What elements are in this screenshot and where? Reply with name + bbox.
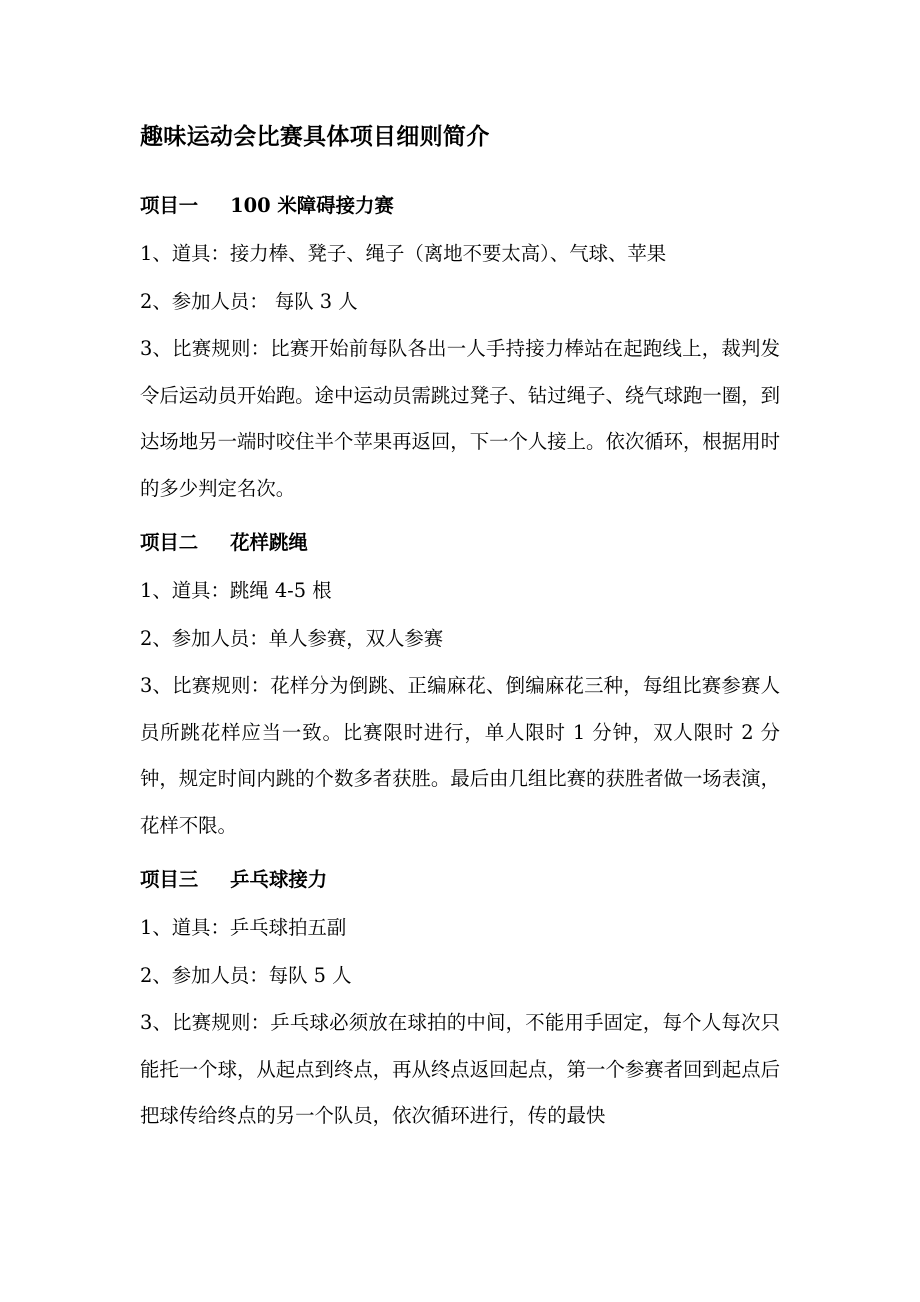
project-2-props: 1、道具：跳绳 4-5 根 <box>140 579 332 602</box>
project-2-participants: 2、参加人员：单人参赛，双人参赛 <box>140 627 444 650</box>
project-1-props: 1、道具：接力棒、凳子、绳子（离地不要太高）、气球、苹果 <box>140 242 667 265</box>
project-3-participants: 2、参加人员：每队 5 人 <box>140 964 352 987</box>
project-1-name: 100 米障碍接力赛 <box>230 194 394 217</box>
project-2-name: 花样跳绳 <box>230 531 308 554</box>
project-3-heading <box>140 870 327 889</box>
project-3-number: 项目三 <box>140 868 199 891</box>
project-2-heading <box>140 533 308 552</box>
project-1-participants: 2、参加人员： 每队 3 人 <box>140 290 358 313</box>
project-3-name: 乒乓球接力 <box>230 868 328 891</box>
project-3-props: 1、道具：乒乓球拍五副 <box>140 916 347 939</box>
project-3-rules: 3、比赛规则：乒乓球必须放在球拍的中间，不能用手固定，每个人每次只能托一个球，从起点到终点，再从终点返回起点，第一个参赛者回到起点后把球传给终点的另一个队员，依次循环进行，传的最快 <box>140 1011 780 1127</box>
project-1-heading <box>140 196 394 215</box>
document-title: 趣味运动会比赛具体项目细则简介 <box>140 123 490 150</box>
project-1-number: 项目一 <box>140 194 199 217</box>
project-2-rules: 3、比赛规则：花样分为倒跳、正编麻花、倒编麻花三种，每组比赛参赛人员所跳花样应当一致。比赛限时进行，单人限时 1 分钟，双人限时 2 分钟，规定时间内跳的个数多者获胜。最后由几组比赛的获胜者做一场表演，花样不限。 <box>140 674 780 837</box>
project-1-rules: 3、比赛规则：比赛开始前每队各出一人手持接力棒站在起跑线上，裁判发令后运动员开始跑。途中运动员需跳过凳子、钻过绳子、绕气球跑一圈，到达场地另一端时咬住半个苹果再返回，下一个人接上。依次循环，根据用时的多少判定名次。 <box>140 337 780 500</box>
project-2-number: 项目二 <box>140 531 199 554</box>
